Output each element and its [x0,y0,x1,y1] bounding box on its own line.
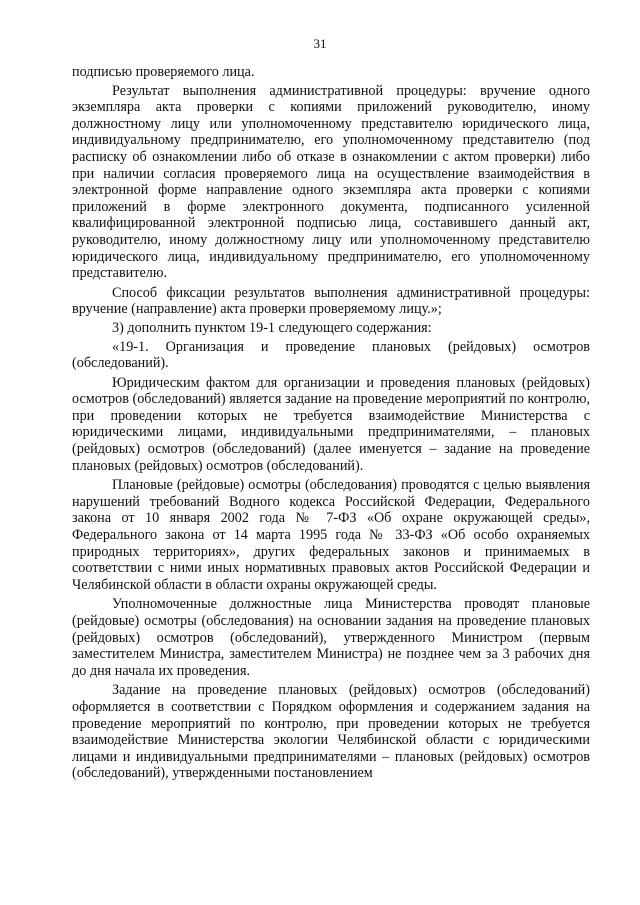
paragraph: Результат выполнения административной процедуры: вручение одного экземпляра акта проверки с копиями приложений руководителю, иному должностному лицу или уполномоченному представителю юридического лица, индивидуальному предпринимателю, его уполномоченному представителю (под расписку об ознакомлении либо об отказе в ознакомлении с актом проверки) либо при наличии согласия проверяемого лица на осуществление взаимодействия в электронной форме направление одного экземпляра акта проверки с копиями приложений в форме электронного документа, подписанного усиленной квалифицированной электронной подписью лица, составившего данный акт, руководителю, иному должностному лицу или уполномоченному представителю юридического лица, индивидуальному предпринимателю, его уполномоченному представителю. [72,82,590,282]
paragraph: 3) дополнить пунктом 19-1 следующего содержания: [112,319,432,336]
body-text [72,64,590,784]
paragraph: Плановые (рейдовые) осмотры (обследования) проводятся с целью выявления нарушений требований Водного кодекса Российской Федерации, Федерального закона от 10 января 2002 года № 7-ФЗ «Об охране окружающей среды», Федерального закона от 14 марта 1995 года № 33-ФЗ «Об особо охраняемых природных территориях», других федеральных законов и принимаемых в соответствии с ними иных нормативных правовых актов Российской Федерации и Челябинской области в области охраны окружающей среды. [72,477,590,593]
paragraph: «19-1. Организация и проведение плановых (рейдовых) осмотров (обследований). [72,338,590,372]
paragraph: Задание на проведение плановых (рейдовых) осмотров (обследований) оформляется в соответствии с Порядком оформления и содержанием задания на проведение мероприятий по контролю, при проведении которых не требуется взаимодействие Министерства экологии Челябинской области с юридическими лицами и индивидуальными предпринимателями – плановых (рейдовых) осмотров (обследований), утвержденными постановлением [72,682,590,782]
paragraph: подписью проверяемого лица. [72,64,255,80]
paragraph: Способ фиксации результатов выполнения административной процедуры: вручение (направление) акта проверки проверяемому лицу.»; [72,284,590,318]
paragraph: Уполномоченные должностные лица Министерства проводят плановые (рейдовые) осмотры (обследования) на основании задания на проведение плановых (рейдовых) осмотров (обследований), утвержденного Министром (первым заместителем Министра, заместителем Министра) не позднее чем за 3 рабочих дня до дня начала их проведения. [72,596,590,679]
paragraph: Юридическим фактом для организации и проведения плановых (рейдовых) осмотров (обследований) является задание на проведение мероприятий по контролю, при проведении которых не требуется взаимодействие Министерства с юридическими лицами, индивидуальными предпринимателями, – плановых (рейдовых) осмотров (обследований) (далее именуется – задание на проведение плановых (рейдовых) осмотров (обследований). [72,374,590,474]
page-number: 31 [313,36,327,51]
